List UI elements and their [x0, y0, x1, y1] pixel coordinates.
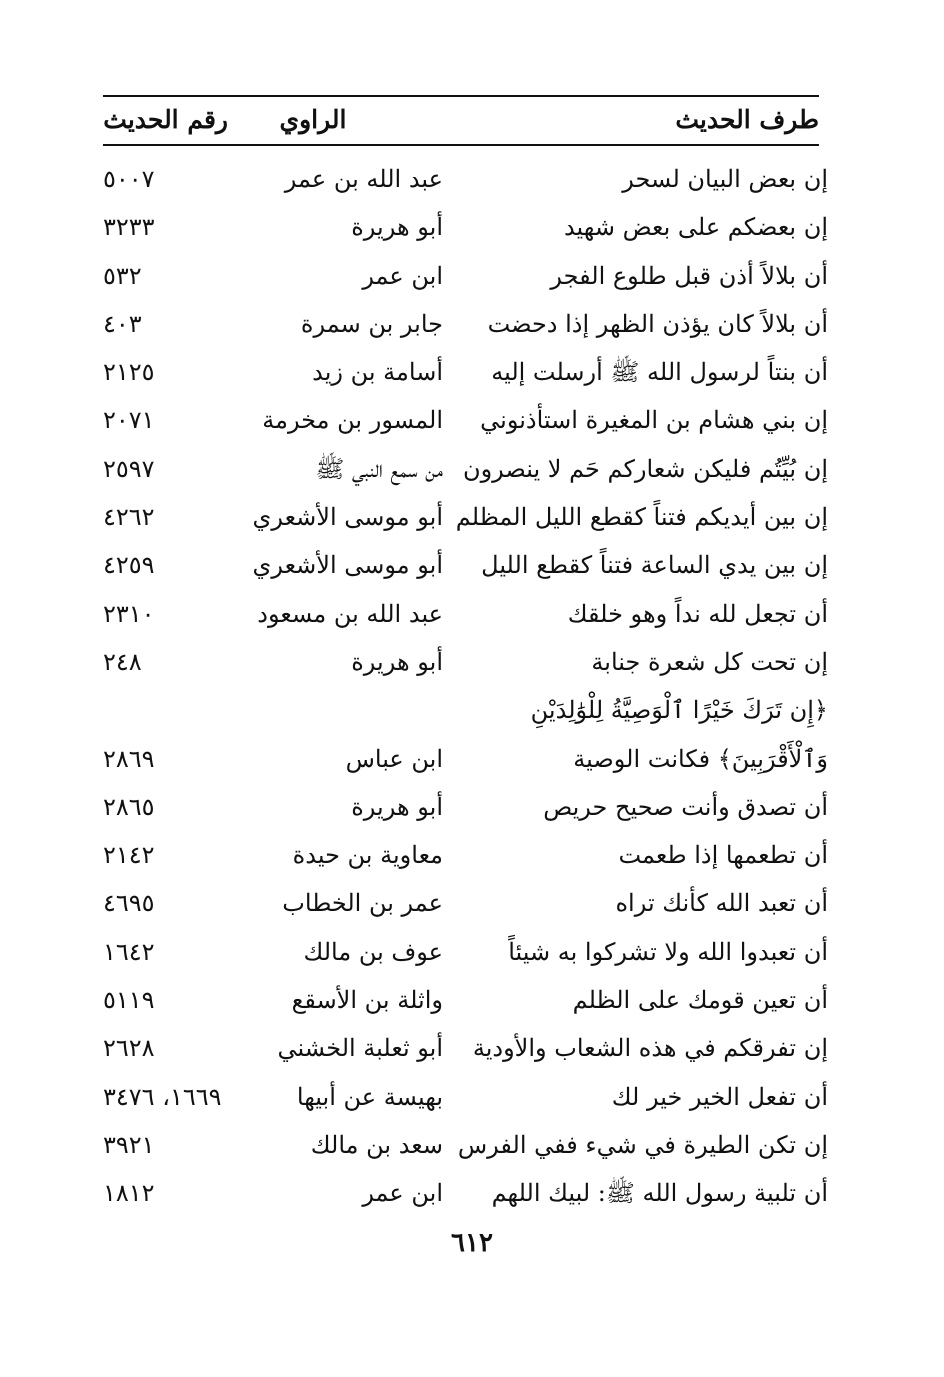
hadith-number: ١٦٦٩، ٣٤٧٦: [103, 1082, 222, 1111]
table-row: [103, 1024, 828, 1072]
hadith-number: ٢٣١٠: [103, 599, 155, 628]
hadith-text: أن تعين قومك على الظلم: [572, 986, 828, 1015]
hadith-number: ١٨١٢: [103, 1179, 155, 1208]
table-row: [103, 300, 828, 348]
top-rule: [103, 95, 819, 97]
narrator-name: بهيسة عن أبيها: [296, 1082, 443, 1111]
hadith-number: ٢١٤٢: [103, 841, 155, 870]
table-row: [103, 396, 828, 444]
narrator-name: ابن عمر: [362, 1179, 443, 1208]
hadith-text: إن بين يدي الساعة فتناً كقطع الليل: [481, 551, 828, 580]
table-row: [103, 541, 828, 589]
narrator-name: عمر بن الخطاب: [282, 889, 443, 918]
table-row: [103, 252, 828, 300]
table-row: [103, 831, 828, 879]
narrator-name: أبو موسى الأشعري: [252, 503, 443, 532]
table-row: [103, 155, 828, 203]
hadith-number: ٢٦٢٨: [103, 1034, 155, 1063]
hadith-number: ٥٠٠٧: [103, 165, 155, 193]
hadith-text: أن تعبدوا الله ولا تشركوا به شيئاً: [508, 937, 828, 966]
narrator-name: عبد الله بن عمر: [284, 165, 443, 193]
table-row: [103, 445, 828, 493]
hadith-number: ٢٤٨: [103, 647, 142, 676]
header-narrator-column: الراوي: [279, 105, 347, 134]
hadith-text: أن بلالاً أذن قبل طلوع الفجر: [550, 261, 828, 290]
narrator-name: من سمع النبي ﷺ: [315, 454, 443, 483]
table-row: [103, 1121, 828, 1169]
narrator-name: المسور بن مخرمة: [262, 406, 443, 435]
hadith-number: ٤٠٣: [103, 309, 142, 338]
table-row: [103, 879, 828, 927]
hadith-text: إن بُيِّتُم فليكن شعاركم حَم لا ينصرون: [462, 454, 828, 483]
table-row: [103, 493, 828, 541]
table-row: [103, 638, 828, 686]
narrator-name: سعد بن مالك: [310, 1130, 443, 1159]
table-header: [103, 100, 819, 140]
table-row: [103, 735, 828, 783]
hadith-number: ٥٣٢: [103, 261, 142, 290]
narrator-name: أبو هريرة: [351, 792, 443, 821]
hadith-text: أن تجعل لله نداً وهو خلقك: [567, 599, 828, 628]
table-row: [103, 348, 828, 396]
header-hadith-column: طرف الحديث: [675, 105, 819, 134]
hadith-index-table: [103, 155, 828, 1218]
narrator-name: أبو هريرة: [351, 647, 443, 676]
hadith-text: وَٱلْأَقْرَبِينَ﴾ فكانت الوصية: [573, 744, 828, 773]
hadith-number: ٣٢٣٣: [103, 213, 155, 242]
hadith-number: ٢٨٦٩: [103, 744, 155, 773]
narrator-name: جابر بن سمرة: [300, 309, 443, 338]
hadith-number: ٢٠٧١: [103, 406, 155, 435]
table-row: [103, 783, 828, 831]
narrator-name: أبو موسى الأشعري: [252, 551, 443, 580]
hadith-number: ١٦٤٢: [103, 937, 155, 966]
header-number-column: رقم الحديث: [103, 105, 228, 134]
hadith-text: أن تطعمها إذا طعمت: [618, 841, 828, 870]
narrator-name: معاوية بن حيدة: [292, 841, 443, 870]
hadith-text: إن بين أيديكم فتناً كقطع الليل المظلم: [455, 503, 828, 532]
hadith-text: إن تفرقكم في هذه الشعاب والأودية: [472, 1034, 828, 1063]
hadith-number: ٤٢٦٢: [103, 503, 155, 532]
narrator-name: أبو ثعلبة الخشني: [277, 1034, 443, 1063]
hadith-text: أن بلالاً كان يؤذن الظهر إذا دحضت: [487, 309, 828, 338]
table-row: [103, 928, 828, 976]
hadith-text: ﴿إِن تَرَكَ خَيْرًا ٱلْوَصِيَّةُ لِلْوَٰلِدَيْنِ: [530, 696, 828, 725]
narrator-name: ابن عباس: [345, 744, 443, 773]
table-row: [103, 590, 828, 638]
narrator-name: عوف بن مالك: [303, 937, 443, 966]
hadith-number: ٢١٢٥: [103, 358, 155, 387]
narrator-name: واثلة بن الأسقع: [291, 986, 443, 1015]
narrator-name: ابن عمر: [362, 261, 443, 290]
table-row: [103, 1169, 828, 1217]
hadith-number: ٢٨٦٥: [103, 792, 155, 821]
narrator-name: أسامة بن زيد: [312, 358, 443, 387]
hadith-number: ٣٩٢١: [103, 1130, 155, 1159]
hadith-number: ٢٥٩٧: [103, 454, 155, 483]
table-row: [103, 1073, 828, 1121]
hadith-text: إن بعضكم على بعض شهيد: [563, 213, 828, 242]
hadith-text: إن بعض البيان لسحر: [622, 165, 828, 193]
hadith-text: إن بني هشام بن المغيرة استأذنوني: [480, 406, 828, 435]
hadith-number: ٤٢٥٩: [103, 551, 155, 580]
hadith-text: أن تلبية رسول الله ﷺ: لبيك اللهم: [491, 1179, 828, 1208]
table-row: [103, 203, 828, 251]
page-number: ٦١٢: [451, 1228, 493, 1258]
hadith-text: إن تكن الطيرة في شيء ففي الفرس: [457, 1130, 828, 1159]
hadith-text: أن بنتاً لرسول الله ﷺ أرسلت إليه: [491, 358, 828, 387]
table-row: [103, 686, 828, 734]
header-rule: [103, 144, 819, 146]
hadith-text: أن تصدق وأنت صحيح حريص: [543, 792, 828, 821]
table-row: [103, 976, 828, 1024]
narrator-name: عبد الله بن مسعود: [257, 599, 443, 628]
hadith-number: ٤٦٩٥: [103, 889, 155, 918]
hadith-number: ٥١١٩: [103, 986, 155, 1015]
narrator-name: أبو هريرة: [351, 213, 443, 242]
hadith-text: إن تحت كل شعرة جنابة: [591, 647, 828, 676]
hadith-text: أن تعبد الله كأنك تراه: [615, 889, 828, 918]
hadith-text: أن تفعل الخير خير لك: [611, 1082, 828, 1111]
